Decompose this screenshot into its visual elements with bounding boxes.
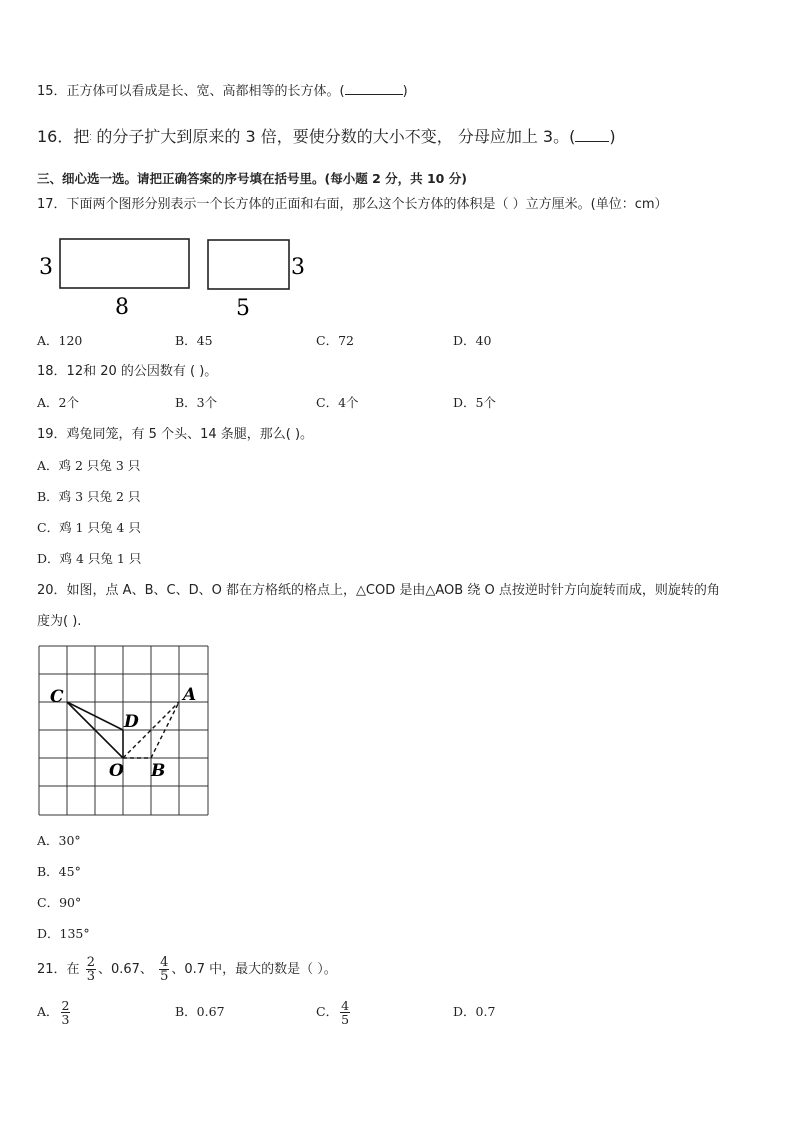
fraction-denominator: 5 <box>160 969 169 984</box>
q21-option-a[interactable] <box>37 993 72 1031</box>
point-b-label: B <box>151 761 166 781</box>
q17-option-a[interactable]: A．120 <box>37 333 83 348</box>
q16-close: ) <box>609 127 616 146</box>
answer-blank[interactable] <box>345 94 403 95</box>
right-face-rect <box>208 240 289 289</box>
rect1-side-label: 3 <box>39 255 53 280</box>
question-20-line2: 度为( ). <box>37 614 82 629</box>
q17-option-b[interactable]: B．45 <box>175 333 213 348</box>
q19-option-c[interactable]: C．鸡 1 只兔 4 只 <box>37 520 141 535</box>
question-17: 17．下面两个图形分别表示一个长方体的正面和右面，那么这个长方体的体积是（ ）立方厘米。(单位：cm） <box>37 197 668 212</box>
question-18: 18．12和 20 的公因数有 ( )。 <box>37 364 218 379</box>
q18-option-b[interactable]: B．3个 <box>175 395 218 410</box>
rect2-side-label: 3 <box>291 255 305 280</box>
point-c-label: C <box>50 687 64 707</box>
q20-option-a[interactable]: A．30° <box>37 833 81 848</box>
q16-text: 的分子扩大到原来的 3 倍，要使分数的大小不变， 分母应加上 3。( <box>96 127 576 146</box>
question-20-line1: 20．如图，点 A、B、C、D、O 都在方格纸的格点上，△COD 是由△AOB 绕 O 点按逆时针方向旋转而成，则旋转的角 <box>37 583 720 598</box>
rect1-bottom-label: 8 <box>115 295 129 320</box>
fraction-denominator: 3 <box>61 1012 70 1027</box>
q19-option-d[interactable]: D．鸡 4 只兔 1 只 <box>37 551 142 566</box>
q21-option-c[interactable] <box>316 993 352 1031</box>
q18-option-d[interactable]: D．5个 <box>453 395 496 410</box>
fraction-4-5 <box>159 956 169 983</box>
q20-grid-figure <box>38 645 213 820</box>
q17-figure <box>36 232 316 322</box>
section-title: 三、细心选一选。请把正确答案的序号填在括号里。(每小题 2 分，共 10 分) <box>37 171 467 186</box>
fraction-4-5 <box>340 999 350 1026</box>
q19-option-a[interactable]: A．鸡 2 只兔 3 只 <box>37 458 141 473</box>
fraction-numerator: 2 <box>61 998 70 1013</box>
q16-pre: 16．把 <box>37 127 90 146</box>
q17-option-c[interactable]: C．72 <box>316 333 354 348</box>
front-face-rect <box>60 239 189 288</box>
question-16 <box>37 128 616 146</box>
fraction-denominator: 5 <box>341 1012 350 1027</box>
question-15 <box>37 83 408 101</box>
q21-pre: 21．在 <box>37 962 80 977</box>
q15-close: ) <box>402 84 408 99</box>
q18-option-c[interactable]: C．4个 <box>316 395 359 410</box>
q19-option-b[interactable]: B．鸡 3 只兔 2 只 <box>37 489 141 504</box>
question-21 <box>37 951 337 989</box>
point-o-label: O <box>109 761 124 781</box>
q17-option-d[interactable]: D．40 <box>453 333 492 348</box>
q21-post: 、0.7 中，最大的数是（ ）。 <box>171 962 337 977</box>
q20-option-d[interactable]: D．135° <box>37 926 90 941</box>
fraction-numerator: 4 <box>160 955 169 970</box>
q21-option-d[interactable]: D．0.7 <box>453 1004 496 1019</box>
fraction-numerator: 2 <box>86 955 95 970</box>
q20-option-b[interactable]: B．45° <box>37 864 81 879</box>
point-d-label: D <box>124 712 139 732</box>
fraction-glyph: ⁚ <box>89 133 92 142</box>
option-label: C． <box>316 1004 339 1019</box>
rect2-bottom-label: 5 <box>236 296 250 321</box>
q20-option-c[interactable]: C．90° <box>37 895 82 910</box>
fraction-2-3 <box>61 999 71 1026</box>
fraction-denominator: 3 <box>86 969 95 984</box>
q15-text: 15．正方体可以看成是长、宽、高都相等的长方体。( <box>37 84 345 99</box>
option-label: A． <box>37 1004 59 1019</box>
point-a-label: A <box>183 685 197 705</box>
q18-option-a[interactable]: A．2个 <box>37 395 79 410</box>
fraction-numerator: 4 <box>341 998 350 1013</box>
q21-mid: 、0.67、 <box>97 962 153 977</box>
q21-option-b[interactable]: B．0.67 <box>175 1004 225 1019</box>
question-19: 19．鸡兔同笼，有 5 个头、14 条腿，那么( )。 <box>37 427 314 442</box>
answer-blank[interactable] <box>575 141 609 142</box>
fraction-2-3 <box>86 956 96 983</box>
